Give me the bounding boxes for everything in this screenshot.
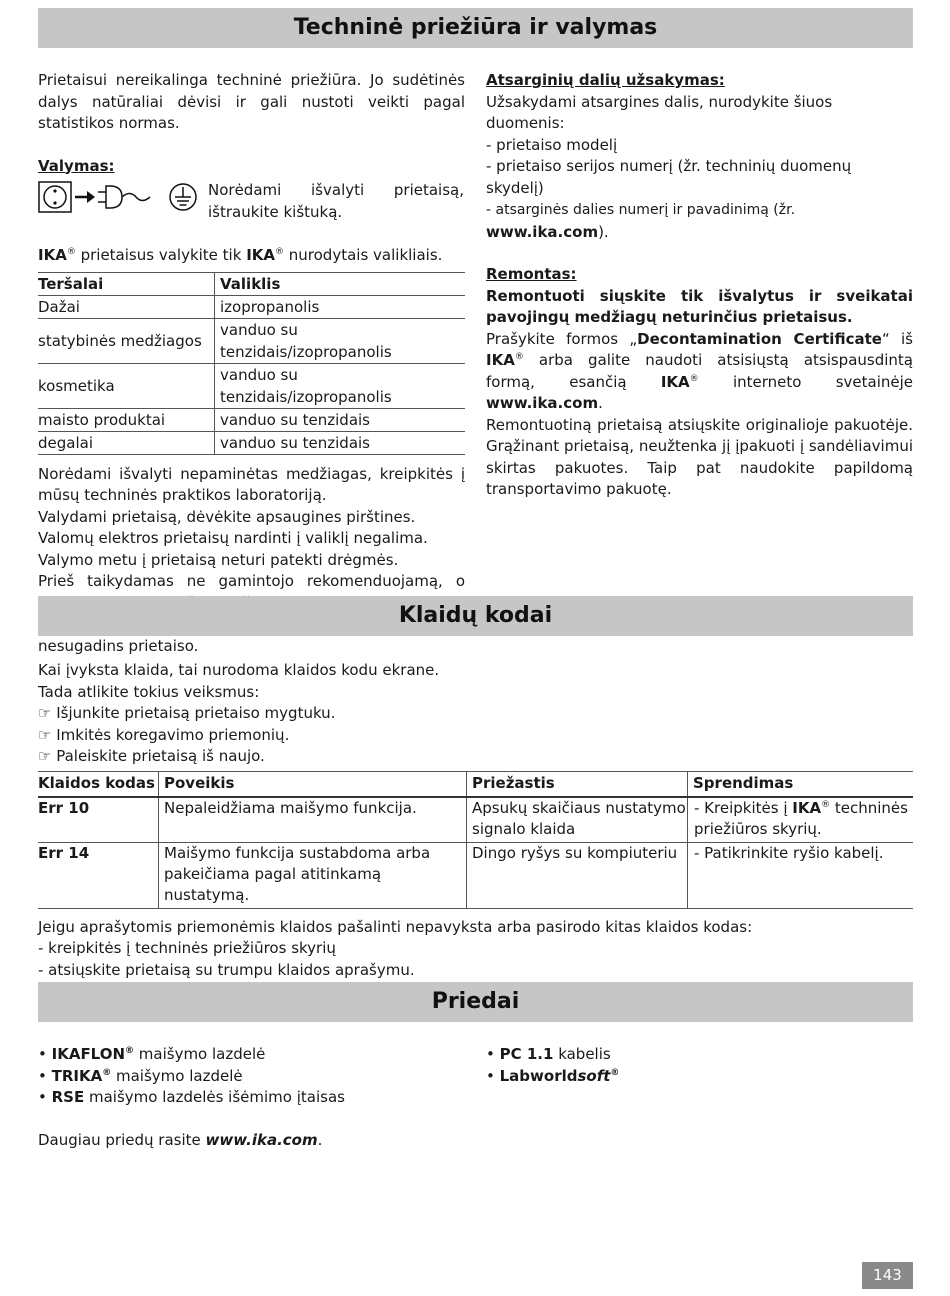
error-codes-section [38,660,913,981]
repair-warning: Remontuoti siųskite tik išvalytus ir sveikatai pavojingų medžiagų neturinčius prietaisus. [486,286,913,326]
step-item: ☞ Imkitės koregavimo priemonių. [38,725,913,747]
col-header-effect: Poveikis [159,771,467,797]
spare-parts-lead: Užsakydami atsargines dalis, nurodykite šiuos duomenis: [486,92,833,132]
table-row: statybinės medžiagos vanduo su tenzidais/izopropanolis [38,318,465,363]
error-effect: Maišymo funkcija sustabdoma arba pakeičiama pagal atitinkamą nustatymą. [159,842,467,908]
table-row: kosmetika vanduo su tenzidais/izopropanolis [38,363,465,408]
cleaning-heading: Valymas: [38,156,115,175]
spare-parts-item: - prietaiso modelį [486,135,618,154]
spare-parts-heading: Atsarginių dalių užsakymas: [486,71,725,89]
table-header-row [38,272,465,295]
error-solution: - Patikrinkite ryšio kabelį. [688,842,914,908]
right-column [486,70,913,501]
more-accessories: Daugiau priedų rasite www.ika.com. [38,1130,323,1149]
page-number: 143 [862,1262,913,1289]
section-title-maintenance: Techninė priežiūra ir valymas [38,8,913,48]
section-title-error-codes: Klaidų kodai [38,596,913,636]
col-header-solution: Sprendimas [688,771,914,797]
col-header-contaminant: Teršalai [38,272,215,295]
col-header-agent: Valiklis [215,272,466,295]
ika-link[interactable]: www.ika.com [486,394,599,412]
error-intro: Tada atlikite tokius veiksmus: [38,682,260,701]
accessory-item: • RSE maišymo lazdelės išėmimo įtaisas [38,1087,465,1109]
spare-parts-item: - atsarginės dalies numerį ir pavadinimą (žr. www.ika.com). [486,202,796,241]
clean-only-ika: IKA® prietaisus valykite tik IKA® nurodytais valikliais. [38,246,443,264]
cleaning-note: Valydami prietaisą, dėvėkite apsaugines pirštines. [38,507,416,526]
accessory-item: • PC 1.1 kabelis [486,1044,913,1066]
col-header-cause: Priežastis [467,771,688,797]
error-code: Err 14 [38,842,159,908]
unplug-instruction [38,180,465,223]
col-header-code: Klaidos kodas [38,771,159,797]
socket-icon [39,182,71,212]
accessories-left [38,1044,465,1151]
ground-icon [170,184,196,210]
error-followup-item: - kreipkitės į techninės priežiūros skyrių [38,939,336,957]
repair-heading: Remontas: [486,265,577,283]
cleaning-note: Valymo metu į prietaisą neturi patekti drėgmės. [38,550,399,569]
error-cause: Apsukų skaičiaus nustatymo signalo klaida [467,797,688,843]
table-row [38,842,913,908]
cleaning-note: Valomų elektros prietaisų nardinti į valiklį negalima. [38,529,428,547]
repair-form-text: Prašykite formos „Decontamination Certificate“ iš IKA® arba galite naudoti atsisiųstą atsispausdintą formą, esančią IKA® interneto svetainėje www.ika.com. [486,329,913,412]
error-code: Err 10 [38,797,159,843]
spare-parts-item: - prietaiso serijos numerį (žr. techninių duomenų skydelį) [486,157,852,197]
step-item: ☞ Išjunkite prietaisą prietaiso mygtuku. [38,703,913,725]
error-followup: Jeigu aprašytomis priemonėmis klaidos pašalinti nepavyksta arba pasirodo kitas klaidos kodas: [38,917,753,936]
unplug-text: Norėdami išvalyti prietaisą, ištraukite kištuką. [208,181,464,221]
unplug-icons [38,180,204,216]
ika-link[interactable]: www.ika.com [486,222,599,241]
accessory-item: • IKAFLON® maišymo lazdelė [38,1044,465,1066]
section-title-accessories: Priedai [38,982,913,1022]
table-header-row [38,771,913,797]
error-followup-item: - atsiųskite prietaisą su trumpu klaidos aprašymu. [38,960,415,979]
maintenance-intro: Prietaisui nereikalinga techninė priežiūra. Jo sudėtinės dalys natūraliai dėvisi ir gali nustoti veikti pagal statistikos normas. [38,71,465,132]
error-cause: Dingo ryšys su kompiuteriu [467,842,688,908]
table-row: Dažai izopropanolis [38,295,465,318]
accessories-right [486,1044,913,1087]
accessory-item: • TRIKA® maišymo lazdelė [38,1066,465,1088]
left-column [38,70,465,657]
cleaning-agents-table [38,272,465,455]
table-row: maisto produktai vanduo su tenzidais [38,408,465,431]
accessory-item: • Labworldsoft® [486,1066,913,1088]
cleaning-note: Prieš taikydamas ne gamintojo rekomenduojamą, o nesugadins prietaiso. [38,572,465,655]
table-row: degalai vanduo su tenzidais [38,431,465,454]
step-item: ☞ Paleiskite prietaisą iš naujo. [38,746,913,768]
plug-icon [98,186,150,208]
cleaning-note: Norėdami išvalyti nepaminėtas medžiagas, kreipkitės į mūsų techninės praktikos laboratoriją. [38,464,465,504]
ika-link[interactable]: www.ika.com [205,1130,318,1149]
repair-packaging-text: Remontuotiną prietaisą atsiųskite originalioje pakuotėje. Grąžinant prietaisą, neužtenka jį įpakuoti į sandėliavimui skirtas pakuotes. Taip pat naudokite papildomą transportavimo pakuotę. [486,415,913,498]
table-row [38,797,913,843]
error-solution: - Kreipkitės į IKA® techninės priežiūros skyrių. [688,797,914,843]
error-codes-table [38,771,913,909]
error-intro: Kai įvyksta klaida, tai nurodoma klaidos kodu ekrane. [38,661,440,679]
arrow-icon [75,191,95,203]
error-effect: Nepaleidžiama maišymo funkcija. [159,797,467,843]
